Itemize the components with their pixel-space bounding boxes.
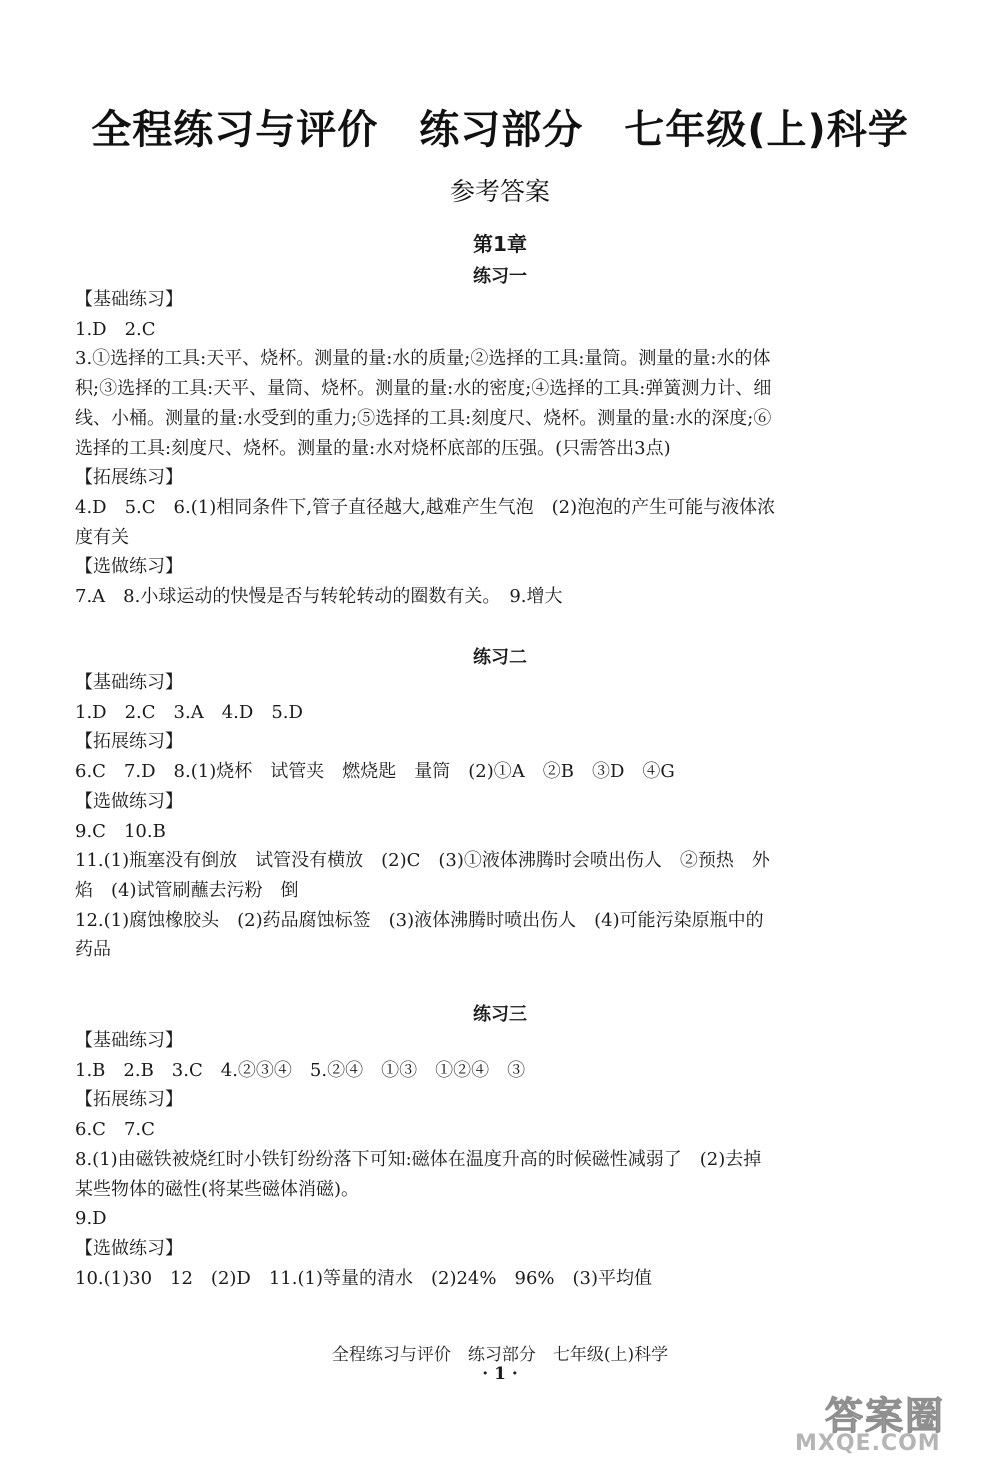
section-title-3: 练习三 <box>473 1004 527 1025</box>
answer-line: 1.B 2.B 3.C 4.②③④ 5.②④ ①③ ①②④ ③ <box>75 1059 526 1081</box>
category-label: 【基础练习】 <box>75 289 183 310</box>
answer-line: 9.D <box>75 1208 107 1230</box>
watermark-url: MXQE.COM <box>795 1431 941 1456</box>
answer-line: 11.(1)瓶塞没有倒放 试管没有横放 (2)C (3)①液体沸腾时会喷出伤人 ②预热 外 <box>75 850 770 872</box>
section-1-body <box>75 285 909 612</box>
category-label: 【选做练习】 <box>75 1237 183 1259</box>
answer-line: 1.D 2.C 3.A 4.D 5.D <box>75 701 303 723</box>
answer-line: 度有关 <box>75 526 129 548</box>
section-3-body <box>75 1026 909 1293</box>
category-label: 【基础练习】 <box>75 672 183 693</box>
answer-line: 6.C 7.C <box>75 1119 155 1141</box>
page-title: 全程练习与评价 练习部分 七年级(上)科学 <box>91 107 909 153</box>
answer-line: 积;③选择的工具:天平、量筒、烧杯。测量的量:水的密度;④选择的工具:弹簧测力计、细 <box>75 378 772 400</box>
answer-line: 12.(1)腐蚀橡胶头 (2)药品腐蚀标签 (3)液体沸腾时喷出伤人 (4)可能污染原瓶中的 <box>75 909 764 931</box>
answer-line: 线、小桶。测量的量:水受到的重力;⑤选择的工具:刻度尺、烧杯。测量的量:水的深度;⑥ <box>75 407 772 429</box>
page-number: · 1 · <box>482 1364 518 1384</box>
section-2-body <box>75 668 909 965</box>
answer-line: 7.A 8.小球运动的快慢是否与转轮转动的圈数有关。 9.增大 <box>75 586 563 608</box>
category-label: 【拓展练习】 <box>75 467 183 489</box>
category-label: 【拓展练习】 <box>75 731 183 753</box>
category-label: 【拓展练习】 <box>75 1089 183 1111</box>
site-watermark <box>795 1385 985 1460</box>
answer-line: 某些物体的磁性(将某些磁体消磁)。 <box>75 1178 360 1200</box>
answer-line: 1.D 2.C <box>75 318 156 340</box>
category-label: 【基础练习】 <box>75 1030 183 1051</box>
page-subtitle: 参考答案 <box>449 177 550 206</box>
answer-line: 4.D 5.C 6.(1)相同条件下,管子直径越大,越难产生气泡 (2)泡泡的产生可能与液体浓 <box>75 496 776 518</box>
page-footer: 全程练习与评价 练习部分 七年级(上)科学 <box>331 1345 669 1365</box>
answer-line: 3.①选择的工具:天平、烧杯。测量的量:水的质量;②选择的工具:量筒。测量的量:水的体 <box>75 348 771 370</box>
category-label: 【选做练习】 <box>75 790 183 812</box>
answer-line: 6.C 7.D 8.(1)烧杯 试管夹 燃烧匙 量筒 (2)①A ②B ③D ④G <box>75 761 675 783</box>
answer-line: 药品 <box>75 939 111 961</box>
answer-line: 9.C 10.B <box>75 820 166 842</box>
section-title-1: 练习一 <box>473 266 527 287</box>
section-title-2: 练习二 <box>473 647 527 668</box>
answer-line: 10.(1)30 12 (2)D 11.(1)等量的清水 (2)24% 96% (3)平均值 <box>75 1267 652 1289</box>
chapter-heading: 第1章 <box>473 232 527 256</box>
answer-line: 8.(1)由磁铁被烧红时小铁钉纷纷落下可知:磁体在温度升高的时候磁性减弱了 (2)去掉 <box>75 1148 762 1170</box>
answer-line: 焰 (4)试管刷蘸去污粉 倒 <box>75 879 299 901</box>
category-label: 【选做练习】 <box>75 556 183 578</box>
answer-line: 选择的工具:刻度尺、烧杯。测量的量:水对烧杯底部的压强。(只需答出3点) <box>75 437 671 459</box>
watermark-logo-text: 答案圈 <box>825 1394 946 1438</box>
